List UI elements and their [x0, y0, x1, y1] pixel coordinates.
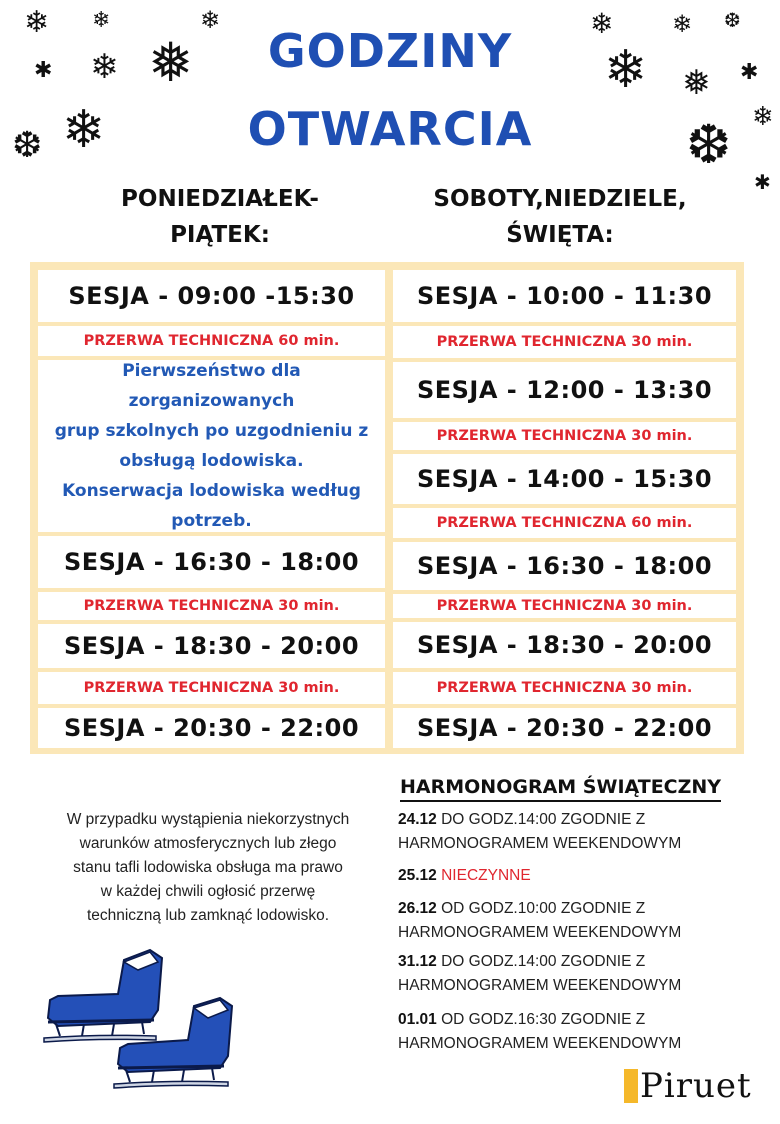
schedule-table: [30, 262, 744, 754]
weather-notice-line: stanu tafli lodowiska obsługa ma prawo: [73, 859, 343, 876]
weekday-note-line: potrzeb.: [171, 511, 252, 531]
holiday-date: 31.12: [398, 953, 437, 970]
weekend-break: PRZERWA TECHNICZNA 30 min.: [393, 672, 736, 704]
holiday-text: OD GODZ.10:00 ZGODNIE Z: [436, 900, 646, 917]
weather-notice-line: W przypadku wystąpienia niekorzystnych: [66, 811, 350, 828]
holiday-entry: [398, 897, 768, 945]
weekend-break: PRZERWA TECHNICZNA 30 min.: [393, 326, 736, 358]
weekday-session: SESJA - 20:30 - 22:00: [38, 708, 385, 748]
snowflake-icon: ❄: [92, 8, 111, 33]
holiday-text: HARMONOGRAMEM WEEKENDOWYM: [398, 977, 682, 994]
weekend-break: PRZERWA TECHNICZNA 30 min.: [393, 422, 736, 450]
holiday-text: HARMONOGRAMEM WEEKENDOWYM: [398, 1035, 682, 1052]
snowflake-icon: ❅: [148, 31, 194, 94]
weather-notice-line: warunków atmosferycznych lub złego: [79, 835, 337, 852]
holiday-text: DO GODZ.14:00 ZGODNIE Z: [436, 953, 646, 970]
weekend-break: PRZERWA TECHNICZNA 60 min.: [393, 508, 736, 538]
snowflake-icon: ✱: [34, 58, 53, 83]
snowflake-icon: ❄: [90, 47, 119, 87]
weekday-note: [38, 360, 385, 532]
weekday-session: SESJA - 16:30 - 18:00: [38, 536, 385, 588]
weekday-note-line: Pierwszeństwo dla zorganizowanych: [122, 361, 301, 411]
weekend-session: SESJA - 18:30 - 20:00: [393, 622, 736, 668]
holiday-date: 25.12: [398, 867, 437, 884]
page-title: OTWARCIA: [247, 102, 533, 156]
holiday-date: 01.01: [398, 1011, 437, 1028]
weekdays-heading-line: PIĄTEK:: [170, 222, 270, 248]
snowflake-icon: ❄: [752, 102, 774, 132]
snowflake-icon: ❄: [604, 40, 648, 100]
ice-skates-icon: [38, 940, 238, 1100]
weekend-session: SESJA - 16:30 - 18:00: [393, 542, 736, 590]
weekday-break: PRZERWA TECHNICZNA 30 min.: [38, 592, 385, 620]
holiday-date: 26.12: [398, 900, 437, 917]
page-title: GODZINY: [267, 24, 513, 78]
snowflake-icon: ❄: [590, 7, 614, 40]
holiday-entry: [398, 808, 768, 856]
holiday-date: 24.12: [398, 811, 437, 828]
snowflake-icon: ✱: [754, 170, 771, 194]
holiday-text: OD GODZ.16:30 ZGODNIE Z: [436, 1011, 646, 1028]
weekday-note-line: obsługą lodowiska.: [119, 451, 304, 471]
snowflake-icon: ❆: [12, 125, 43, 166]
holiday-entry: [398, 1008, 768, 1056]
weekdays-heading-line: PONIEDZIAŁEK-: [121, 186, 319, 212]
weekend-session: SESJA - 12:00 - 13:30: [393, 362, 736, 418]
skate-back: [44, 950, 162, 1042]
snowflake-icon: ❆: [686, 113, 732, 176]
weekend-session: SESJA - 20:30 - 22:00: [393, 708, 736, 748]
snowflake-icon: ❅: [682, 63, 711, 103]
holiday-entry: [398, 950, 768, 998]
holiday-text: DO GODZ.14:00 ZGODNIE Z: [436, 811, 646, 828]
logo-text: Piruet: [640, 1066, 752, 1106]
weekday-break: PRZERWA TECHNICZNA 60 min.: [38, 326, 385, 356]
weekend-session: SESJA - 10:00 - 11:30: [393, 270, 736, 322]
snowflake-icon: ✱: [740, 60, 759, 85]
weather-notice-line: techniczną lub zamknąć lodowisko.: [86, 907, 330, 924]
weekday-session: SESJA - 18:30 - 20:00: [38, 624, 385, 668]
holiday-schedule-title: HARMONOGRAM ŚWIĄTECZNY: [400, 774, 721, 802]
weekday-note-line: grup szkolnych po uzgodnieniu z: [54, 421, 369, 441]
holiday-closed-text: NIECZYNNE: [436, 867, 531, 884]
weekend-session: SESJA - 14:00 - 15:30: [393, 454, 736, 504]
weekends-heading: [410, 181, 710, 253]
weekdays-heading: [80, 181, 360, 253]
snowflake-icon: ❆: [724, 8, 741, 32]
snowflake-icon: ❄: [62, 100, 106, 160]
weekend-break: PRZERWA TECHNICZNA 30 min.: [393, 594, 736, 618]
snowflake-icon: ❄: [672, 10, 693, 38]
weather-notice: [28, 808, 388, 928]
holiday-entry: [398, 864, 768, 888]
logo-accent: [624, 1069, 638, 1103]
weekday-session: SESJA - 09:00 -15:30: [38, 270, 385, 322]
weekends-heading-line: SOBOTY,NIEDZIELE,: [433, 186, 687, 212]
holiday-text: HARMONOGRAMEM WEEKENDOWYM: [398, 924, 682, 941]
holiday-text: HARMONOGRAMEM WEEKENDOWYM: [398, 835, 682, 852]
weekends-heading-line: ŚWIĘTA:: [506, 222, 614, 248]
logo: [624, 1064, 752, 1108]
weekday-note-line: Konserwacja lodowiska według: [62, 481, 361, 501]
snowflake-icon: ❄: [200, 6, 221, 34]
weather-notice-line: w każdej chwili ogłosić przerwę: [100, 883, 316, 900]
weekday-break: PRZERWA TECHNICZNA 30 min.: [38, 672, 385, 704]
snowflake-icon: ❄: [24, 5, 50, 40]
